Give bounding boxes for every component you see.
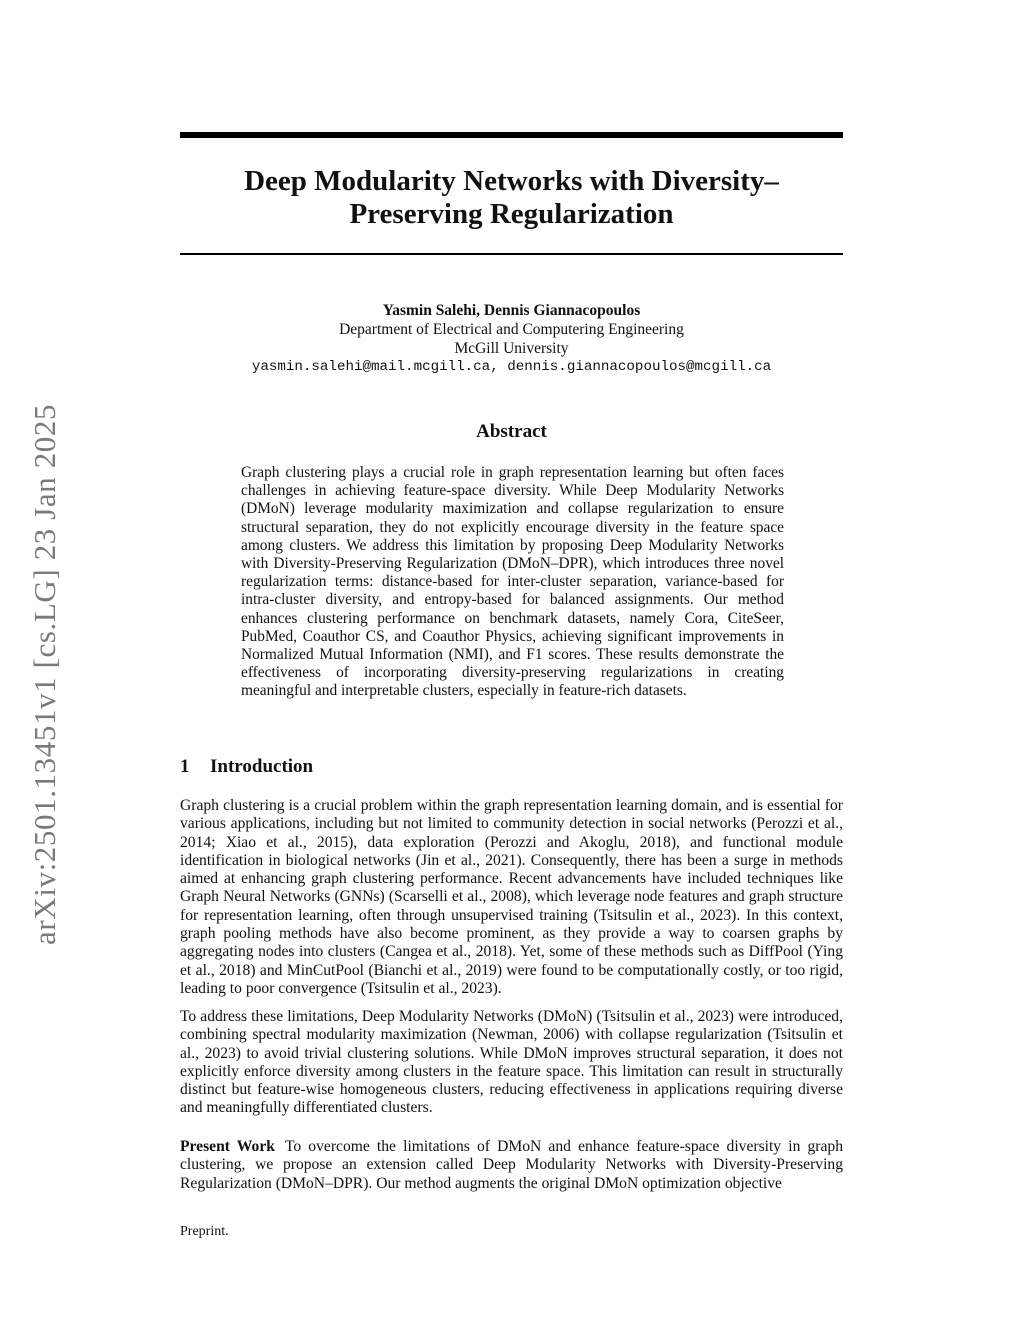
author-block	[180, 301, 843, 377]
arxiv-identifier-stamp: arXiv:2501.13451v1 [cs.LG] 23 Jan 2025	[27, 403, 62, 945]
section-heading-introduction	[180, 756, 313, 778]
author-university: McGill University	[454, 340, 569, 357]
author-names: Yasmin Salehi, Dennis Giannacopoulos	[382, 302, 641, 319]
abstract-text: Graph clustering plays a crucial role in graph representation learning but often faces challenges in achieving feature-space diversity. While Deep Modularity Networks (DMoN) leverage modularity maximization and collapse regularization to ensure structural separation, they do not explicitly encourage diversity in the feature space among clusters. We address this limitation by proposing Deep Modularity Networks with Diversity-Preserving Regularization (DMoN–DPR), which introduces three novel regularization terms: distance-based for inter-cluster separation, variance-based for intra-cluster diversity, and entropy-based for balanced assignments. Our method enhances clustering performance on benchmark datasets, namely Cora, CiteSeer, PubMed, Coauthor CS, and Coauthor Physics, achieving significant improvements in Normalized Mutual Information (NMI), and F1 scores. These results demonstrate the effectiveness of incorporating diversity-preserving regularizations in creating meaningful and interpretable clusters, especially in feature-rich datasets.	[241, 464, 784, 700]
author-emails: yasmin.salehi@mail.mcgill.ca, dennis.giannacopoulos@mcgill.ca	[251, 359, 772, 375]
section-number: 1	[180, 756, 190, 777]
present-work-text: To overcome the limitations of DMoN and enhance feature-space diversity in graph clustering, we propose an extension called Deep Modularity Networks with Diversity-Preserving Regularization (DMoN–DPR). Our method augments the original DMoN optimization objective	[180, 1138, 844, 1192]
section-title: Introduction	[210, 756, 314, 777]
intro-paragraph-2: To address these limitations, Deep Modularity Networks (DMoN) (Tsitsulin et al., 2023) were introduced, combining spectral modularity maximization (Newman, 2006) with collapse regularization (Tsitsulin et al., 2023) to avoid trivial clustering solutions. While DMoN improves structural separation, it does not explicitly enforce diversity among clusters in the feature space. This limitation can result in structurally distinct but feature-wise homogeneous clusters, reducing effectiveness in applications requiring diverse and meaningfully differentiated clusters.	[180, 1008, 843, 1117]
intro-paragraph-1: Graph clustering is a crucial problem within the graph representation learning domain, and is essential for various applications, including but not limited to community detection in social networks (Perozzi et al., 2014; Xiao et al., 2015), data exploration (Perozzi and Akoglu, 2018), and functional module identification in biological networks (Jin et al., 2021). Consequently, there has been a surge in methods aimed at enhancing graph clustering performance. Recent advancements have included techniques like Graph Neural Networks (GNNs) (Scarselli et al., 2008), which leverage node features and graph structure for representation learning, often through unsupervised training (Tsitsulin et al., 2023). In this context, graph pooling methods have also become prominent, as they provide a way to coarsen graphs by aggregating nodes into clusters (Cangea et al., 2018). Yet, some of these methods such as DiffPool (Ying et al., 2018) and MinCutPool (Bianchi et al., 2019) were found to be computationally costly, or too rigid, leading to poor convergence (Tsitsulin et al., 2023).	[180, 797, 843, 997]
title-bottom-rule	[180, 253, 843, 255]
intro-paragraph-3	[180, 1138, 843, 1193]
author-department: Department of Electrical and Computering Engineering	[339, 321, 684, 338]
present-work-label: Present Work	[180, 1138, 275, 1155]
title-top-rule	[180, 132, 843, 138]
footer-note: Preprint.	[180, 1224, 229, 1239]
paper-title: Deep Modularity Networks with Diversity–Preserving Regularization	[244, 165, 779, 230]
abstract-heading: Abstract	[476, 421, 547, 442]
